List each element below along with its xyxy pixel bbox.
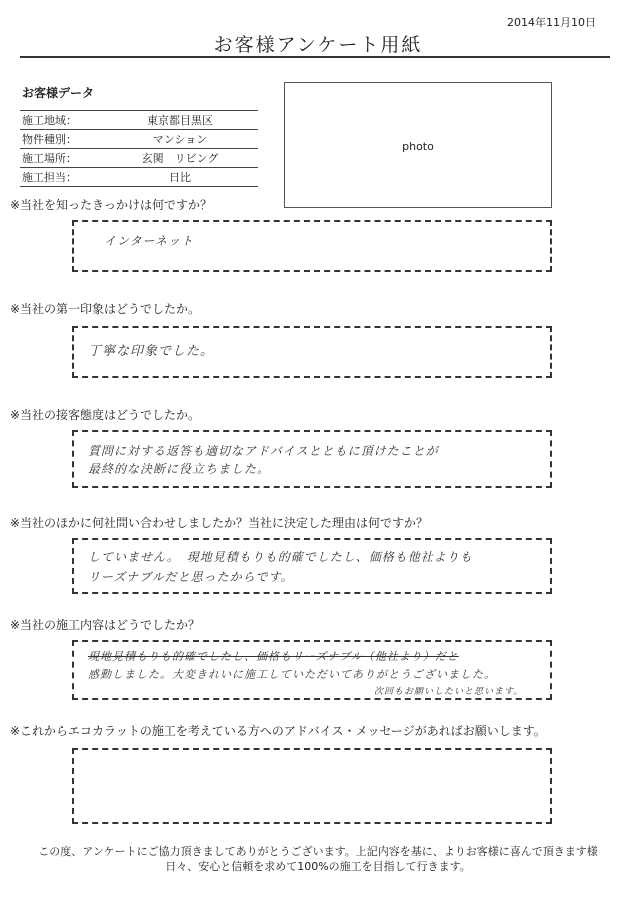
table-row <box>20 111 258 130</box>
answer-box-6 <box>72 748 552 824</box>
property-type-value: マンション <box>102 130 258 149</box>
answer-3-line-2: 最終的な決断に役立ちました。 <box>88 462 271 476</box>
property-type-label: 物件種別： <box>20 130 102 149</box>
location-value: 玄関 リビング <box>102 149 258 168</box>
answer-5-struck-line: 現地見積もりも的確でしたし、価格もリーズナブル（他社より）だと <box>88 650 459 663</box>
answer-4-line-1: していません。 現地見積もりも的確でしたし、価格も他社よりも <box>88 550 473 564</box>
answer-4-line-2: リーズナブルだと思ったからです。 <box>88 570 294 584</box>
question-3: ※当社の接客態度はどうでしたか。 <box>10 408 201 422</box>
customer-info-table <box>20 110 258 187</box>
question-4: ※当社のほかに何社問い合わせしましたか？当社に決定した理由は何ですか？ <box>10 516 429 530</box>
staff-label: 施工担当： <box>20 168 102 187</box>
title-divider <box>20 56 610 58</box>
answer-box-3 <box>72 430 552 488</box>
question-6: ※これからエコカラットの施工を考えている方へのアドバイス・メッセージがあればお願いします。 <box>10 724 546 738</box>
customer-data-heading: お客様データ <box>22 86 95 100</box>
page-title: お客様アンケート用紙 <box>213 34 423 56</box>
question-1: ※当社を知ったきっかけは何ですか？ <box>10 198 213 212</box>
answer-box-2 <box>72 326 552 378</box>
answer-5-small-line: 次回もお願いしたいと思います。 <box>374 687 524 697</box>
footer-line-1: この度、アンケートにご協力頂きましてありがとうございます。上記内容を基に、よりお客様に喜んで頂きます様 <box>38 845 598 858</box>
table-row <box>20 168 258 187</box>
footer-message <box>0 844 636 874</box>
staff-value: 日比 <box>102 168 258 187</box>
answer-2-line-1: 丁寧な印象でした。 <box>88 344 215 359</box>
answer-3-line-1: 質問に対する返答も適切なアドバイスとともに頂けたことが <box>88 444 439 458</box>
question-5: ※当社の施工内容はどうでしたか？ <box>10 618 201 632</box>
answer-box-4 <box>72 538 552 594</box>
area-value: 東京都目黒区 <box>102 111 258 130</box>
table-row <box>20 130 258 149</box>
answer-5-line-1: 感動しました。大変きれいに施工していただいてありがとうございました。 <box>88 668 496 681</box>
area-label: 施工地域： <box>20 111 102 130</box>
footer-line-2: 日々、安心と信頼を求めて100%の施工を目指して行きます。 <box>165 860 471 873</box>
table-row <box>20 149 258 168</box>
question-2: ※当社の第一印象はどうでしたか。 <box>10 302 201 316</box>
answer-box-1 <box>72 220 552 272</box>
answer-1-line-1: インターネット <box>104 234 194 248</box>
answer-box-5 <box>72 640 552 700</box>
location-label: 施工場所： <box>20 149 102 168</box>
survey-date: 2014年11月10日 <box>507 16 596 29</box>
photo-label: photo <box>402 140 434 153</box>
